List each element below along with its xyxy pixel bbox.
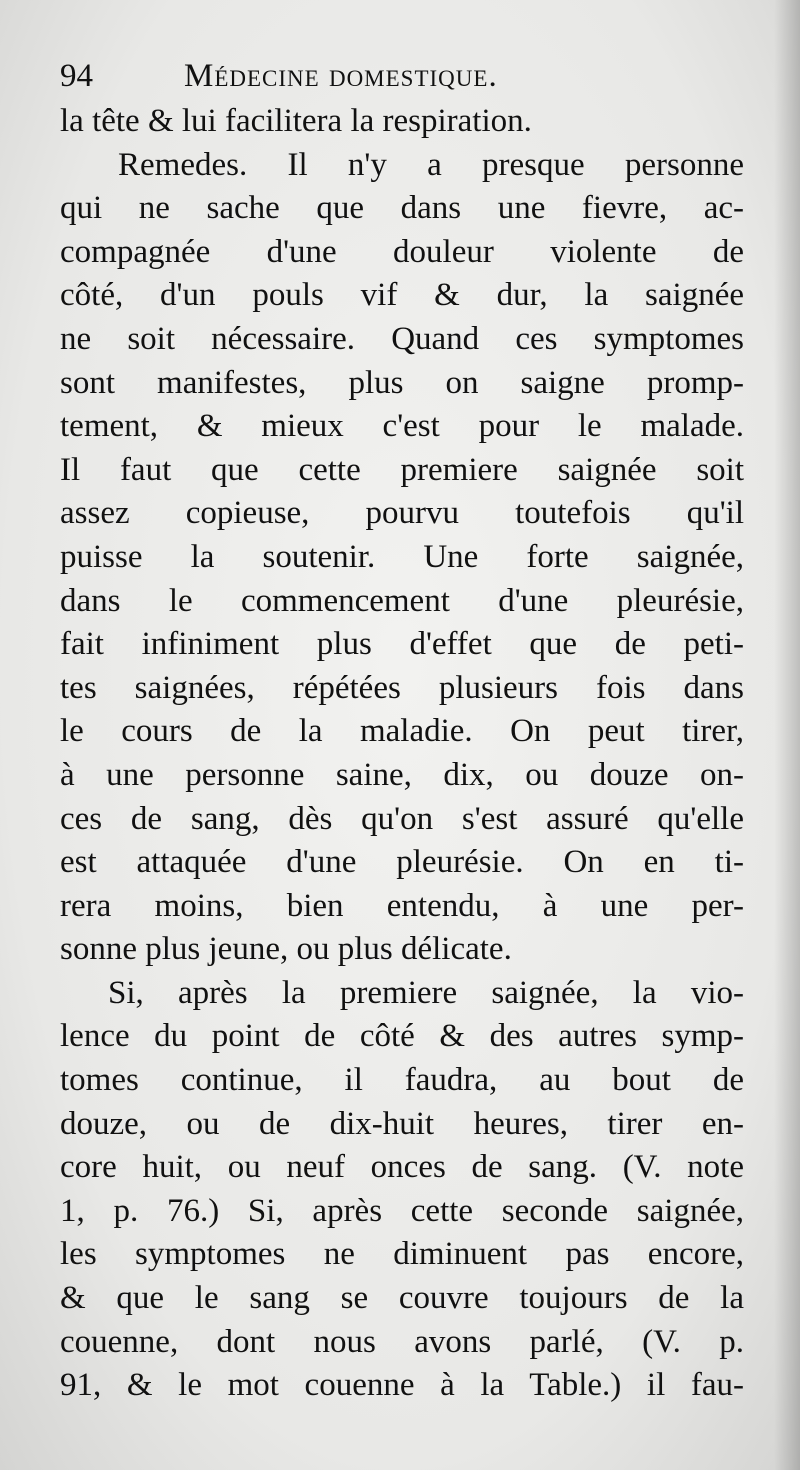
text-line: la tête & lui facilitera la respiration. (60, 103, 532, 139)
text-line: sont manifestes, plus on saigne promp- (60, 364, 744, 401)
text-line: sonne plus jeune, ou plus délicate. (60, 931, 512, 968)
page-header (60, 58, 740, 106)
text-line: Si, après la premiere saignée, la vio- (108, 974, 744, 1011)
text-line: core huit, ou neuf onces de sang. (V. note (60, 1149, 744, 1186)
text-line: fait infiniment plus d'effet que de peti- (60, 626, 744, 663)
text-line: assez copieuse, pourvu toutefois qu'il (60, 495, 744, 532)
text-line: le cours de la maladie. On peut tirer, (60, 713, 744, 750)
text-line: tomes continue, il faudra, au bout de (60, 1062, 744, 1099)
running-head: Médecine domestique. (184, 58, 498, 94)
body-text (60, 100, 744, 1408)
text-line: Remedes. Il n'y a presque personne (118, 146, 744, 183)
page-edge-shadow (774, 0, 800, 1470)
text-line: ne soit nécessaire. Quand ces symptomes (60, 320, 744, 357)
text-line: Il faut que cette premiere saignée soit (60, 451, 744, 488)
text-line: tes saignées, répétées plusieurs fois dans (60, 669, 744, 706)
text-line: les symptomes ne diminuent pas encore, (60, 1236, 744, 1273)
text-line: 1, p. 76.) Si, après cette seconde saignée, (60, 1192, 744, 1229)
text-line: & que le sang se couvre toujours de la (60, 1280, 744, 1317)
text-line: 91, & le mot couenne à la Table.) il fau- (60, 1367, 744, 1404)
text-line: côté, d'un pouls vif & dur, la saignée (60, 277, 744, 314)
text-line: douze, ou de dix-huit heures, tirer en- (60, 1105, 744, 1142)
text-line: lence du point de côté & des autres symp- (60, 1018, 744, 1055)
text-line: dans le commencement d'une pleurésie, (60, 582, 744, 619)
text-line: compagnée d'une douleur violente de (60, 233, 744, 270)
text-line: puisse la soutenir. Une forte saignée, (60, 538, 744, 575)
text-line: couenne, dont nous avons parlé, (V. p. (60, 1323, 744, 1360)
text-line: qui ne sache que dans une fievre, ac- (60, 190, 744, 227)
text-line: tement, & mieux c'est pour le malade. (60, 408, 744, 445)
page-number: 94 (60, 58, 93, 94)
text-line: rera moins, bien entendu, à une per- (60, 887, 744, 924)
text-line: à une personne saine, dix, ou douze on- (60, 756, 744, 793)
text-line: ces de sang, dès qu'on s'est assuré qu'elle (60, 800, 744, 837)
text-line: est attaquée d'une pleurésie. On en ti- (60, 844, 744, 881)
